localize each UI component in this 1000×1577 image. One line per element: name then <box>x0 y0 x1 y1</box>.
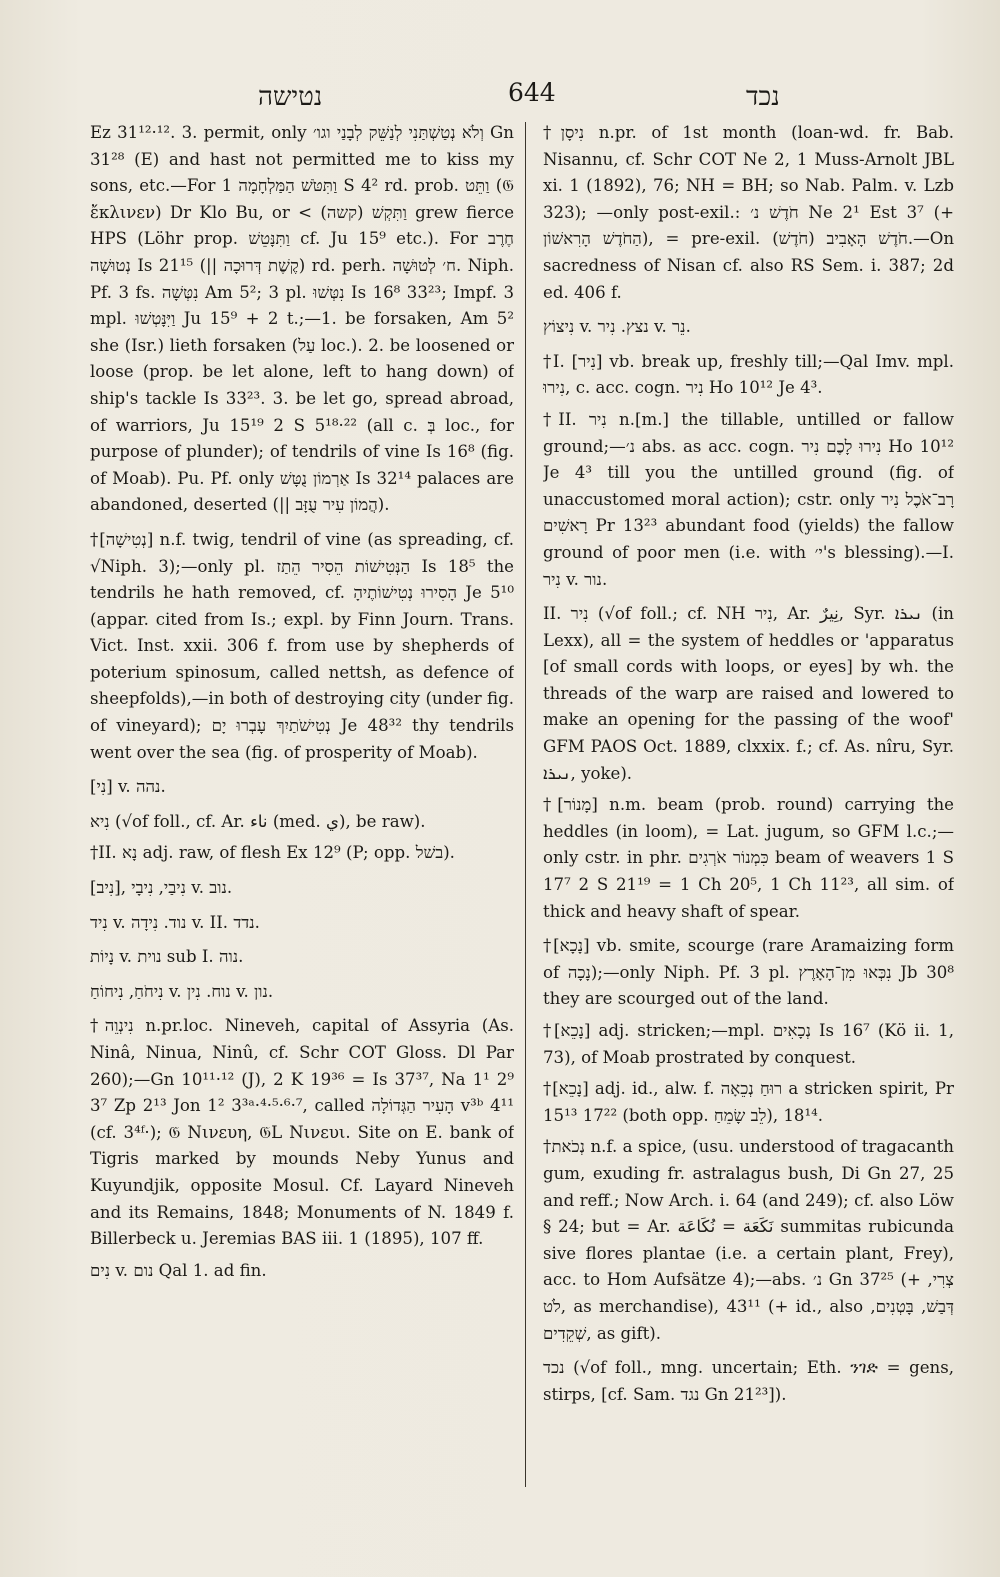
entry-ni: [נִי] v. נהה. <box>90 777 166 797</box>
entry-nir-noun: †II. נִיר n.[m.] the tillable, untilled or fallow ground;—נ׳ abs. as acc. cogn. נִירוּ לָכֶם נִיר Ho 10¹² Je 4³ till you the untilled ground (fig. of unaccustomed moral action); cstr. only רָב־אֹכֶל נִיר רָאשִׁים Pr 13²³ abundant food (yields) the fallow ground of poor men (i.e. with י׳'s blessing).—I. נִיר v. נור. <box>543 409 954 589</box>
running-header <box>0 78 1000 118</box>
entry-natash-cont: Ez 31¹²·¹². 3. permit, only וְלֹא נְטַשְׁתַּנִי לְנַשֵּׁק לְבָנַי וגו׳ Gn 31²⁸ (E) and hast not permitted me to kiss my sons, etc.—For וַתִּטֹּשׁ הַמַּלְחָמָה 1 S 4² rd. prob. וַתֵּט (𝔊 ἔκλινεν) Dr Klo Bu, or < וַתִּקְשׁ (קשה) grew fierce HPS (Löhr prop. וַתִּנָּטֵשׁ cf. Ju 15⁹ etc.). For חֶרֶב נְטוּשָׁה Is 21¹⁵ (|| קֶשֶׁת דְּרוּכָה) rd. perh. ח׳ לְטוּשָׁה. Niph. Pf. 3 fs. נִטְּשָׁה Am 5²; 3 pl. נִטְּשׁוּ Is 16⁸ 33²³; Impf. 3 mpl. וַיִּנָּטְשׁוּ Ju 15⁹ + 2 t.;—1. be forsaken, Am 5² she (Isr.) lieth forsaken (עַל loc.). 2. be loosened or loose (prop. be let alone, left to hang down) of ship's tackle Is 33²³. 3. be let go, spread abroad, of warriors, Ju 15¹⁹ 2 S 5¹⁸·²² (all c. בְּ loc., for purpose of plunder); of tendrils of vine Is 16⁸ (fig. of Moab). Pu. Pf. only אַרְמוֹן נֻטָּשׁ Is 32¹⁴ palaces are abandoned, deserted (|| הֲמוֹן עִיר עֻזָּב). <box>90 123 514 515</box>
entry-nekoth: †נְכֹאת n.f. a spice, (usu. understood of tragacanth gum, exuding fr. astralagus bush, Di Gn 27, 25 and reff.; Now Arch. i. 64 (and 249); cf. also Löw § 24; but = Ar. نَكَعَة = نُكَاعَة summitas rubicunda sive flores plantae (i.e. a certain plant, Frey), acc. to Hom Aufsätze 4);—abs. נ׳ Gn 37²⁵ (+ צְרִי, לֹט, as merchandise), 43¹¹ (+ id., also דְּבַשׁ, בָּטְנִים, שְׁקֵדִים, as gift). <box>543 1137 954 1343</box>
column-divider <box>525 122 526 1487</box>
entry-manor: †[מָנוֹר] n.m. beam (prob. round) carrying the heddles (in loom), = Lat. jugum, so GFM l.c.;—only cstr. in phr. כִּמְנוֹר אֹרְגִים beam of weavers 1 S 17⁷ 2 S 21¹⁹ = 1 Ch 20⁵, 1 Ch 11²³, all sim. of thick and heavy shaft of spear. <box>543 795 954 921</box>
entry-nir-ii: II. נִיר (√of foll.; cf. NH נִיר, Ar. نِيرٌ, Syr. ܢܝܪܐ (in Lexx), all = the system of heddles or 'apparatus [of small cords with loops, or eyes] by wh. the threads of the warp are raised and lowered to make an opening for the passing of the woof' GFM PAOS Oct. 1889, clxxix. f.; cf. As. nîru, Syr. ܢܝܪܐ, yoke). <box>543 604 954 783</box>
entry-ni-root: נִיא (√of foll., cf. Ar. ناء (med. ي), be raw). <box>90 811 426 831</box>
header-right-word: נכד <box>746 82 780 112</box>
right-column <box>543 120 954 1500</box>
entry-na-raw: †II. נָא adj. raw, of flesh Ex 12⁹ (P; opp. בשׁל). <box>90 843 455 863</box>
entry-nake-adj: †[נָכֵא] adj. stricken;—mpl. נְכָאִים Is 16⁷ (Kö ii. 1, 73), of Moab prostrated by conquest. <box>543 1021 954 1067</box>
entry-niv: [נִיב], נִיבַי, נִיבָי v. נוב. <box>90 878 233 898</box>
entry-nayoth: נָיוֹת v. נוית sub I. נוה. <box>90 947 244 967</box>
page-number: 644 <box>508 78 556 107</box>
entry-nihoah: נִיחֹחַ, נִיחוֹחַ v. נוח. נִין v. נון. <box>90 981 274 1001</box>
header-left-word: נטישה <box>258 82 323 112</box>
entry-nineveh: †נִינְוֵה n.pr.loc. Nineveh, capital of Assyria (As. Ninâ, Ninua, Ninû, cf. Schr COT Gloss. Dl Par 260);—Gn 10¹¹·¹² (J), 2 K 19³⁶ = Is 37³⁷, Na 1¹ 2⁹ 3⁷ Zp 2¹³ Jon 1² 3³ᵃ·⁴·⁵·⁶·⁷, called הָעִיר הַגְּדוֹלָה v³ᵇ 4¹¹ (cf. 3⁴ᶠ·); 𝔊 Νινευη, 𝔊L Νινευι. Site on E. bank of Tigris marked by mounds Neby Yunus and Kuyundjik, opposite Mosul. Cf. Layard Nineveh and its Remains, 1848; Monuments of N. 1849 f. Billerbeck u. Jeremias BAS iii. 1 (1895), 107 ff. <box>90 1016 514 1249</box>
left-column <box>90 120 514 1500</box>
entry-naka-vb: †[נָכָא] vb. smite, scourge (rare Aramaizing form of נָכָה);—only Niph. Pf. 3 pl. נִכְּאוּ מִן־הָאָרֶץ Jb 30⁸ they are scourged out of the land. <box>543 936 954 1009</box>
entry-nekeah-adj: †[נָכֵא] adj. id., alw. f. רוּחַ נְכֵאָה a stricken spirit, Pr 15¹³ 17²² (both opp. לֵב שָׂמֵחַ), 18¹⁴. <box>543 1079 954 1125</box>
entry-netishah: †[נְטִישָׁה] n.f. twig, tendril of vine (as spreading, cf. √Niph. 3);—only pl. הַנְּטִישׁוֹת הֵסִיר הֵתַז Is 18⁵ the tendrils he hath removed, cf. הָסִירוּ נְטִישׁוֹתֶיהָ Je 5¹⁰ (appar. cited from Is.; expl. by Finn Journ. Trans. Vict. Inst. xxii. 306 f. from use by shepherds of poterium spinosum, called nettsh, as defence of sheepfolds),—in both of destroying city (under fig. of vineyard); נְטִישֹׁתַיִךְ עָבְרוּ יָם Je 48³² thy tendrils went over the sea (fig. of prosperity of Moab). <box>90 529 514 762</box>
entry-nid: נִיד v. נוד. נִידָה v. II. נדד. <box>90 912 260 932</box>
entry-nim: נִים v. נום Qal 1. ad fin. <box>90 1260 267 1280</box>
entry-nitsots: נִיצוֹץ v. נצץ. נִיר v. נֵר. <box>543 317 691 337</box>
entry-nkd-root: נכד (√of foll., mng. uncertain; Eth. ንገድ = gens, stirps, [cf. Sam. נגד Gn 21²³]). <box>543 1358 954 1404</box>
entry-nisan: †נִיסָן n.pr. of 1st month (loan-wd. fr. Bab. Nisannu, cf. Schr COT Ne 2, 1 Muss-Arnolt JBL xi. 1 (1892), 76; NH = BH; so Nab. Palm. v. Lzb 323); —only post-exil.: חֹדֶשׁ נ׳ Ne 2¹ Est 3⁷ (+ הַחֹדֶשׁ הָרִאשׁוֹן), = pre-exil. חֹדֶשׁ הָאָבִיב (חֹדֶשׁ).—On sacredness of Nisan cf. also RS Sem. i. 387; 2d ed. 406 f. <box>543 123 954 302</box>
entry-nir-vb: †I. [נִיר] vb. break up, freshly till;—Qal Imv. mpl. נִירוּ, c. acc. cogn. נִיר Ho 10¹² Je 4³. <box>543 351 954 398</box>
